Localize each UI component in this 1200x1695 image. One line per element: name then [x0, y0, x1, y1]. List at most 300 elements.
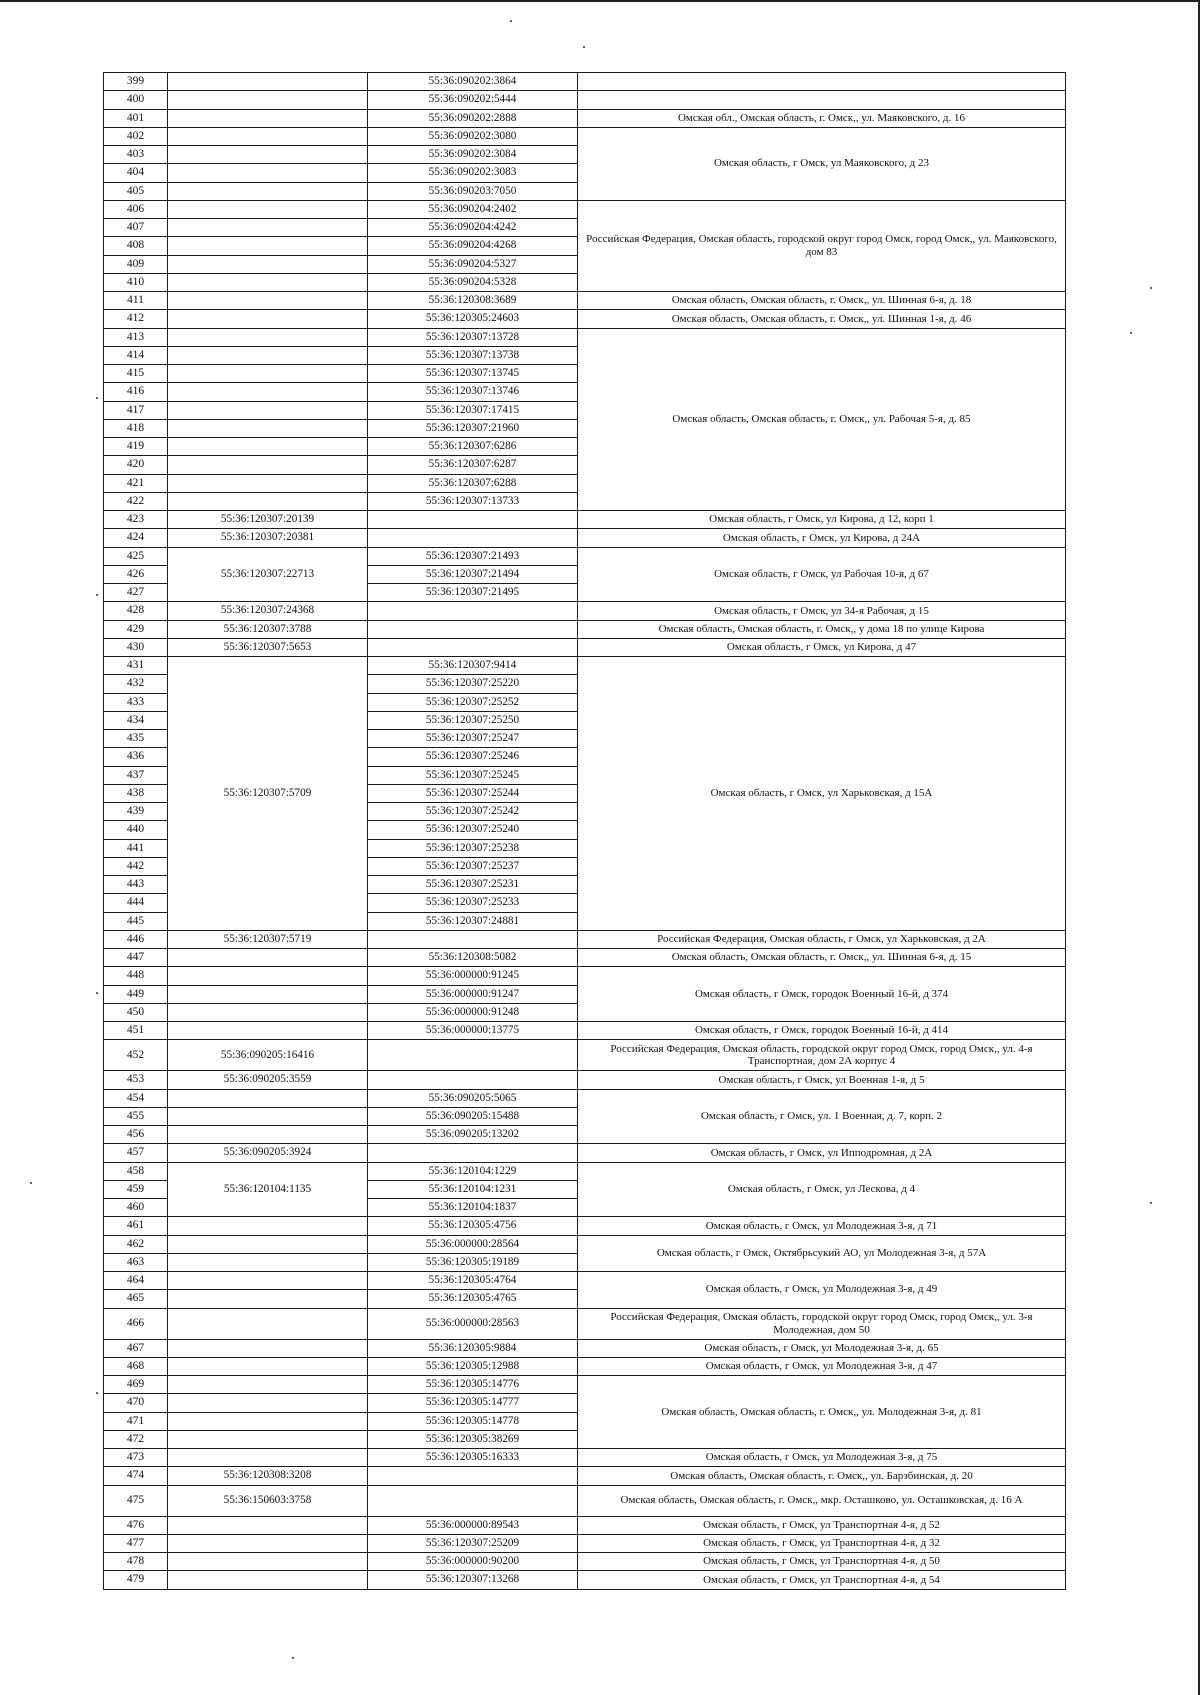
scan-speck: [1150, 1202, 1152, 1204]
row-number-cell: 476: [104, 1516, 168, 1534]
row-number-cell: 457: [104, 1144, 168, 1162]
row-number-cell: 437: [104, 766, 168, 784]
parcel-number-cell: 55:36:120308:3208: [168, 1467, 368, 1485]
table-row: [104, 1449, 1066, 1467]
scan-speck: [1150, 287, 1152, 289]
object-number-cell: [368, 1144, 578, 1162]
parcel-number-cell: [168, 1126, 368, 1144]
row-number-cell: 474: [104, 1467, 168, 1485]
table-row: [104, 109, 1066, 127]
row-number-cell: 410: [104, 273, 168, 291]
address-cell: Омская область, г Омск, ул Харьковская, д 15А: [578, 657, 1066, 931]
parcel-number-cell: [168, 1290, 368, 1308]
parcel-number-cell: [168, 1571, 368, 1589]
object-number-cell: 55:36:120307:6286: [368, 438, 578, 456]
object-number-cell: [368, 602, 578, 620]
row-number-cell: 413: [104, 328, 168, 346]
row-number-cell: 423: [104, 511, 168, 529]
object-number-cell: 55:36:120307:25238: [368, 839, 578, 857]
row-number-cell: 465: [104, 1290, 168, 1308]
parcel-number-cell: [168, 365, 368, 383]
parcel-number-cell: [168, 383, 368, 401]
table-row: [104, 1339, 1066, 1357]
row-number-cell: 425: [104, 547, 168, 565]
address-cell: Омская область, г Омск, ул Кирова, д 47: [578, 638, 1066, 656]
parcel-number-cell: [168, 164, 368, 182]
object-number-cell: 55:36:120305:12988: [368, 1357, 578, 1375]
row-number-cell: 402: [104, 127, 168, 145]
parcel-number-cell: [168, 182, 368, 200]
object-number-cell: [368, 511, 578, 529]
parcel-number-cell: [168, 438, 368, 456]
object-number-cell: 55:36:000000:90200: [368, 1553, 578, 1571]
object-number-cell: [368, 638, 578, 656]
table-row: [104, 930, 1066, 948]
address-cell: Омская область, г Омск, ул Кирова, д 24А: [578, 529, 1066, 547]
row-number-cell: 428: [104, 602, 168, 620]
parcel-number-cell: [168, 328, 368, 346]
address-cell: Российская Федерация, Омская область, г Омск, ул Харьковская, д 2А: [578, 930, 1066, 948]
object-number-cell: 55:36:120307:13745: [368, 365, 578, 383]
parcel-number-cell: [168, 401, 368, 419]
parcel-number-cell: [168, 1553, 368, 1571]
object-number-cell: 55:36:120307:21960: [368, 419, 578, 437]
table-row: [104, 529, 1066, 547]
object-number-cell: 55:36:000000:91245: [368, 967, 578, 985]
row-number-cell: 443: [104, 876, 168, 894]
row-number-cell: 461: [104, 1217, 168, 1235]
row-number-cell: 409: [104, 255, 168, 273]
row-number-cell: 432: [104, 675, 168, 693]
row-number-cell: 433: [104, 693, 168, 711]
address-cell: Омская область, г Омск, городок Военный 16-й, д 414: [578, 1022, 1066, 1040]
parcel-number-cell: [168, 456, 368, 474]
object-number-cell: 55:36:120305:9884: [368, 1339, 578, 1357]
object-number-cell: 55:36:090204:5328: [368, 273, 578, 291]
object-number-cell: 55:36:120307:25209: [368, 1534, 578, 1552]
table-row: [104, 1571, 1066, 1589]
object-number-cell: 55:36:120305:4765: [368, 1290, 578, 1308]
object-number-cell: 55:36:120307:21495: [368, 584, 578, 602]
registry-table-body: [104, 73, 1066, 1590]
row-number-cell: 399: [104, 73, 168, 91]
object-number-cell: 55:36:000000:91247: [368, 985, 578, 1003]
parcel-number-cell: [168, 1357, 368, 1375]
object-number-cell: 55:36:120307:25237: [368, 857, 578, 875]
object-number-cell: 55:36:120305:24603: [368, 310, 578, 328]
address-cell: Омская область, Омская область, г. Омск,, у дома 18 по улице Кирова: [578, 620, 1066, 638]
row-number-cell: 462: [104, 1235, 168, 1253]
address-cell: Омская область, г Омск, ул Военная 1-я, д 5: [578, 1071, 1066, 1089]
parcel-number-cell: [168, 237, 368, 255]
object-number-cell: 55:36:090204:5327: [368, 255, 578, 273]
parcel-number-cell: 55:36:120307:3788: [168, 620, 368, 638]
row-number-cell: 459: [104, 1180, 168, 1198]
table-row: [104, 1516, 1066, 1534]
row-number-cell: 445: [104, 912, 168, 930]
address-cell: Омская обл., Омская область, г. Омск,, ул. Маяковского, д. 16: [578, 109, 1066, 127]
row-number-cell: 451: [104, 1022, 168, 1040]
row-number-cell: 475: [104, 1485, 168, 1516]
object-number-cell: 55:36:120305:19189: [368, 1253, 578, 1271]
object-number-cell: 55:36:090205:13202: [368, 1126, 578, 1144]
row-number-cell: 463: [104, 1253, 168, 1271]
object-number-cell: 55:36:090202:3083: [368, 164, 578, 182]
row-number-cell: 404: [104, 164, 168, 182]
row-number-cell: 421: [104, 474, 168, 492]
scan-speck: [96, 594, 98, 596]
row-number-cell: 401: [104, 109, 168, 127]
row-number-cell: 400: [104, 91, 168, 109]
object-number-cell: 55:36:120307:21494: [368, 565, 578, 583]
address-cell: Омская область, г Омск, ул Рабочая 10-я, д 67: [578, 547, 1066, 602]
row-number-cell: 434: [104, 711, 168, 729]
object-number-cell: [368, 1040, 578, 1071]
parcel-number-cell: [168, 1376, 368, 1394]
table-row: [104, 620, 1066, 638]
row-number-cell: 473: [104, 1449, 168, 1467]
object-number-cell: 55:36:120307:13738: [368, 346, 578, 364]
table-row: [104, 1235, 1066, 1253]
row-number-cell: 405: [104, 182, 168, 200]
parcel-number-cell: [168, 91, 368, 109]
object-number-cell: 55:36:120307:25240: [368, 821, 578, 839]
parcel-number-cell: [168, 1003, 368, 1021]
table-row: [104, 967, 1066, 985]
parcel-number-cell: [168, 1253, 368, 1271]
row-number-cell: 456: [104, 1126, 168, 1144]
table-row: [104, 328, 1066, 346]
scan-speck: [1130, 332, 1132, 334]
parcel-number-cell: 55:36:090205:3924: [168, 1144, 368, 1162]
table-row: [104, 292, 1066, 310]
row-number-cell: 419: [104, 438, 168, 456]
row-number-cell: 431: [104, 657, 168, 675]
object-number-cell: 55:36:120307:25247: [368, 730, 578, 748]
table-row: [104, 1534, 1066, 1552]
object-number-cell: 55:36:090205:15488: [368, 1107, 578, 1125]
row-number-cell: 420: [104, 456, 168, 474]
address-cell: Омская область, г Омск, городок Военный 16-й, д 374: [578, 967, 1066, 1022]
object-number-cell: 55:36:090204:4268: [368, 237, 578, 255]
parcel-number-cell: [168, 419, 368, 437]
row-number-cell: 442: [104, 857, 168, 875]
object-number-cell: 55:36:120307:21493: [368, 547, 578, 565]
row-number-cell: 422: [104, 492, 168, 510]
row-number-cell: 438: [104, 784, 168, 802]
object-number-cell: 55:36:090204:2402: [368, 200, 578, 218]
object-number-cell: 55:36:120307:25244: [368, 784, 578, 802]
object-number-cell: 55:36:120307:13728: [368, 328, 578, 346]
row-number-cell: 435: [104, 730, 168, 748]
row-number-cell: 408: [104, 237, 168, 255]
table-row: [104, 949, 1066, 967]
row-number-cell: 455: [104, 1107, 168, 1125]
table-row: [104, 1022, 1066, 1040]
address-cell: Омская область, г Омск, ул. 1 Военная, д. 7, корп. 2: [578, 1089, 1066, 1144]
row-number-cell: 406: [104, 200, 168, 218]
parcel-number-cell: 55:36:120104:1135: [168, 1162, 368, 1217]
row-number-cell: 446: [104, 930, 168, 948]
object-number-cell: 55:36:090202:5444: [368, 91, 578, 109]
object-number-cell: [368, 1485, 578, 1516]
row-number-cell: 448: [104, 967, 168, 985]
object-number-cell: [368, 1071, 578, 1089]
object-number-cell: 55:36:120307:24881: [368, 912, 578, 930]
row-number-cell: 478: [104, 1553, 168, 1571]
row-number-cell: 468: [104, 1357, 168, 1375]
table-row: [104, 1217, 1066, 1235]
parcel-number-cell: [168, 1534, 368, 1552]
address-cell: Омская область, г Омск, ул Ипподромная, д 2А: [578, 1144, 1066, 1162]
parcel-number-cell: [168, 1394, 368, 1412]
row-number-cell: 426: [104, 565, 168, 583]
address-cell: Омская область, г Омск, ул Маяковского, д 23: [578, 127, 1066, 200]
object-number-cell: 55:36:000000:91248: [368, 1003, 578, 1021]
row-number-cell: 407: [104, 219, 168, 237]
parcel-number-cell: 55:36:120307:20139: [168, 511, 368, 529]
row-number-cell: 464: [104, 1272, 168, 1290]
address-cell: Омская область, Омская область, г. Омск,, ул. Барзбинская, д. 20: [578, 1467, 1066, 1485]
table-row: [104, 602, 1066, 620]
object-number-cell: 55:36:120307:13268: [368, 1571, 578, 1589]
object-number-cell: 55:36:120307:13733: [368, 492, 578, 510]
object-number-cell: 55:36:000000:28563: [368, 1308, 578, 1339]
table-row: [104, 1376, 1066, 1394]
address-cell: Российская Федерация, Омская область, городской округ город Омск, город Омск,, ул. Маяковского, дом 83: [578, 200, 1066, 291]
row-number-cell: 417: [104, 401, 168, 419]
parcel-number-cell: [168, 219, 368, 237]
address-cell: Омская область, Омская область, г. Омск,, ул. Шинная 1-я, д. 46: [578, 310, 1066, 328]
parcel-number-cell: [168, 255, 368, 273]
row-number-cell: 441: [104, 839, 168, 857]
parcel-number-cell: [168, 292, 368, 310]
address-cell: Омская область, г Омск, ул Кирова, д 12, корп 1: [578, 511, 1066, 529]
object-number-cell: 55:36:120305:4764: [368, 1272, 578, 1290]
parcel-number-cell: [168, 949, 368, 967]
object-number-cell: 55:36:000000:28564: [368, 1235, 578, 1253]
object-number-cell: 55:36:000000:13775: [368, 1022, 578, 1040]
object-number-cell: 55:36:120305:14777: [368, 1394, 578, 1412]
row-number-cell: 411: [104, 292, 168, 310]
table-row: [104, 200, 1066, 218]
row-number-cell: 469: [104, 1376, 168, 1394]
object-number-cell: 55:36:090205:5065: [368, 1089, 578, 1107]
address-cell: Омская область, г Омск, ул Молодежная 3-я, д 49: [578, 1272, 1066, 1309]
row-number-cell: 466: [104, 1308, 168, 1339]
row-number-cell: 452: [104, 1040, 168, 1071]
row-number-cell: 429: [104, 620, 168, 638]
address-cell: Омская область, Омская область, г. Омск,, ул. Рабочая 5-я, д. 85: [578, 328, 1066, 511]
object-number-cell: 55:36:120307:25242: [368, 803, 578, 821]
object-number-cell: 55:36:120307:25245: [368, 766, 578, 784]
parcel-number-cell: [168, 967, 368, 985]
row-number-cell: 427: [104, 584, 168, 602]
row-number-cell: 454: [104, 1089, 168, 1107]
address-cell: Омская область, г Омск, Октябрьсукий АО, ул Молодежная 3-я, д 57А: [578, 1235, 1066, 1272]
object-number-cell: 55:36:120305:14778: [368, 1412, 578, 1430]
row-number-cell: 415: [104, 365, 168, 383]
parcel-number-cell: [168, 492, 368, 510]
row-number-cell: 444: [104, 894, 168, 912]
row-number-cell: 416: [104, 383, 168, 401]
scan-speck: [510, 20, 512, 22]
object-number-cell: 55:36:120307:13746: [368, 383, 578, 401]
row-number-cell: 403: [104, 146, 168, 164]
parcel-number-cell: [168, 73, 368, 91]
object-number-cell: 55:36:120308:3689: [368, 292, 578, 310]
object-number-cell: 55:36:120307:25246: [368, 748, 578, 766]
object-number-cell: [368, 529, 578, 547]
parcel-number-cell: 55:36:090205:3559: [168, 1071, 368, 1089]
object-number-cell: 55:36:090202:3080: [368, 127, 578, 145]
parcel-number-cell: [168, 1107, 368, 1125]
table-row: [104, 1144, 1066, 1162]
address-cell: Российская Федерация, Омская область, городской округ город Омск, город Омск,, ул. 3-я Молодежная, дом 50: [578, 1308, 1066, 1339]
parcel-number-cell: 55:36:090205:16416: [168, 1040, 368, 1071]
row-number-cell: 453: [104, 1071, 168, 1089]
object-number-cell: [368, 620, 578, 638]
address-cell: Омская область, г Омск, ул Лескова, д 4: [578, 1162, 1066, 1217]
parcel-number-cell: [168, 1430, 368, 1448]
scan-speck: [96, 1392, 98, 1394]
row-number-cell: 458: [104, 1162, 168, 1180]
parcel-number-cell: 55:36:150603:3758: [168, 1485, 368, 1516]
object-number-cell: 55:36:120307:6287: [368, 456, 578, 474]
parcel-number-cell: [168, 1022, 368, 1040]
row-number-cell: 430: [104, 638, 168, 656]
object-number-cell: 55:36:090204:4242: [368, 219, 578, 237]
object-number-cell: 55:36:120305:16333: [368, 1449, 578, 1467]
parcel-number-cell: [168, 310, 368, 328]
address-cell: Омская область, г Омск, ул 34-я Рабочая, д 15: [578, 602, 1066, 620]
table-row: [104, 657, 1066, 675]
parcel-number-cell: 55:36:120307:5653: [168, 638, 368, 656]
table-row: [104, 1485, 1066, 1516]
object-number-cell: 55:36:000000:89543: [368, 1516, 578, 1534]
address-cell: Российская Федерация, Омская область, городской округ город Омск, город Омск,, ул. 4-я Транспортная, дом 2А корпус 4: [578, 1040, 1066, 1071]
address-cell: Омская область, г Омск, ул Молодежная 3-я, д 71: [578, 1217, 1066, 1235]
row-number-cell: 447: [104, 949, 168, 967]
table-row: [104, 1357, 1066, 1375]
parcel-number-cell: [168, 1449, 368, 1467]
object-number-cell: 55:36:120307:25250: [368, 711, 578, 729]
object-number-cell: 55:36:120307:25252: [368, 693, 578, 711]
address-cell: Омская область, г Омск, ул Молодежная 3-я, д 75: [578, 1449, 1066, 1467]
parcel-number-cell: [168, 109, 368, 127]
parcel-number-cell: [168, 1235, 368, 1253]
address-cell: Омская область, Омская область, г. Омск,, ул. Шинная 6-я, д. 18: [578, 292, 1066, 310]
row-number-cell: 479: [104, 1571, 168, 1589]
table-row: [104, 1162, 1066, 1180]
table-row: [104, 1089, 1066, 1107]
object-number-cell: 55:36:120307:25233: [368, 894, 578, 912]
table-row: [104, 310, 1066, 328]
parcel-number-cell: [168, 1516, 368, 1534]
parcel-number-cell: [168, 1412, 368, 1430]
row-number-cell: 424: [104, 529, 168, 547]
parcel-number-cell: 55:36:120307:20381: [168, 529, 368, 547]
table-row: [104, 1071, 1066, 1089]
parcel-number-cell: [168, 273, 368, 291]
row-number-cell: 440: [104, 821, 168, 839]
parcel-number-cell: 55:36:120307:5709: [168, 657, 368, 931]
row-number-cell: 436: [104, 748, 168, 766]
address-cell: Омская область, г Омск, ул Транспортная 4-я, д 54: [578, 1571, 1066, 1589]
object-number-cell: 55:36:090203:7050: [368, 182, 578, 200]
scan-speck: [292, 1657, 294, 1659]
parcel-number-cell: [168, 985, 368, 1003]
object-number-cell: 55:36:120307:25231: [368, 876, 578, 894]
table-row: [104, 638, 1066, 656]
address-cell: Омская область, Омская область, г. Омск,, ул. Шинная 6-я, д. 15: [578, 949, 1066, 967]
address-cell: Омская область, г Омск, ул Транспортная 4-я, д 52: [578, 1516, 1066, 1534]
scan-speck: [96, 397, 98, 399]
parcel-number-cell: [168, 474, 368, 492]
table-row: [104, 91, 1066, 109]
cadastral-registry-table: [103, 72, 1066, 1590]
row-number-cell: 418: [104, 419, 168, 437]
row-number-cell: 472: [104, 1430, 168, 1448]
parcel-number-cell: [168, 1272, 368, 1290]
row-number-cell: 414: [104, 346, 168, 364]
address-cell: Омская область, г Омск, ул Молодежная 3-я, д 47: [578, 1357, 1066, 1375]
parcel-number-cell: [168, 346, 368, 364]
table-row: [104, 1467, 1066, 1485]
object-number-cell: 55:36:090202:3864: [368, 73, 578, 91]
parcel-number-cell: 55:36:120307:24368: [168, 602, 368, 620]
object-number-cell: 55:36:120307:17415: [368, 401, 578, 419]
parcel-number-cell: 55:36:120307:22713: [168, 547, 368, 602]
parcel-number-cell: [168, 1089, 368, 1107]
parcel-number-cell: [168, 1217, 368, 1235]
object-number-cell: [368, 1467, 578, 1485]
object-number-cell: 55:36:120104:1231: [368, 1180, 578, 1198]
table-row: [104, 73, 1066, 91]
row-number-cell: 460: [104, 1199, 168, 1217]
parcel-number-cell: [168, 1308, 368, 1339]
object-number-cell: 55:36:120104:1229: [368, 1162, 578, 1180]
table-row: [104, 1308, 1066, 1339]
object-number-cell: 55:36:120104:1837: [368, 1199, 578, 1217]
row-number-cell: 470: [104, 1394, 168, 1412]
parcel-number-cell: [168, 200, 368, 218]
object-number-cell: 55:36:120307:6288: [368, 474, 578, 492]
parcel-number-cell: [168, 127, 368, 145]
address-cell: [578, 91, 1066, 109]
row-number-cell: 449: [104, 985, 168, 1003]
parcel-number-cell: [168, 1339, 368, 1357]
object-number-cell: 55:36:120307:25220: [368, 675, 578, 693]
row-number-cell: 450: [104, 1003, 168, 1021]
scan-speck: [96, 992, 98, 994]
row-number-cell: 467: [104, 1339, 168, 1357]
object-number-cell: 55:36:090202:2888: [368, 109, 578, 127]
row-number-cell: 412: [104, 310, 168, 328]
object-number-cell: 55:36:120308:5082: [368, 949, 578, 967]
address-cell: Омская область, Омская область, г. Омск,, мкр. Осташково, ул. Осташковская, д. 16 А: [578, 1485, 1066, 1516]
address-cell: Омская область, г Омск, ул Молодежная 3-я, д. 65: [578, 1339, 1066, 1357]
table-row: [104, 1272, 1066, 1290]
row-number-cell: 471: [104, 1412, 168, 1430]
object-number-cell: 55:36:120305:4756: [368, 1217, 578, 1235]
scan-speck: [583, 46, 585, 48]
table-row: [104, 547, 1066, 565]
address-cell: Омская область, г Омск, ул Транспортная 4-я, д 32: [578, 1534, 1066, 1552]
table-row: [104, 1553, 1066, 1571]
parcel-number-cell: 55:36:120307:5719: [168, 930, 368, 948]
object-number-cell: [368, 930, 578, 948]
